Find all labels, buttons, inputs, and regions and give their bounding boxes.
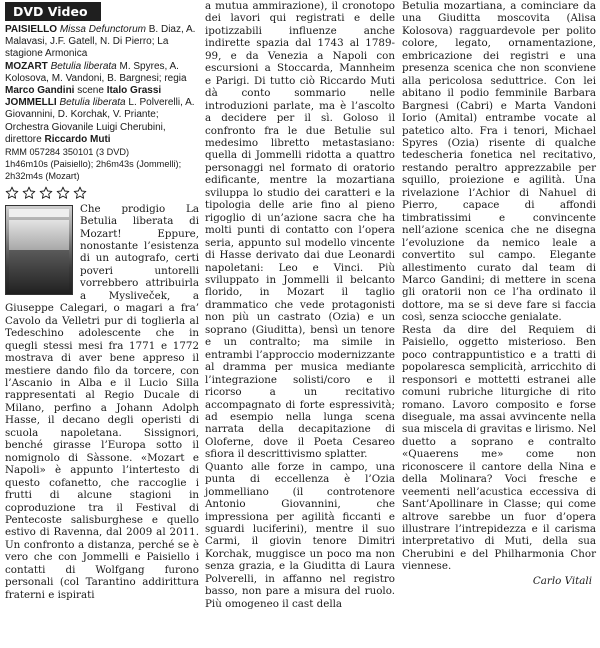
conductor: Riccardo Muti xyxy=(44,133,111,145)
review-text-col1 xyxy=(5,203,199,602)
review-paragraph: Che prodigio La Betulia liberata di Mozart! Eppure, nonostante l’esistenza di un autografo, certi poveri untorelli vorrebbero attribuirla a Mysliveček, a Giuseppe Calegari, o magari a fra’ Cavolo da Velletri pur di toglierla al Tedeschino adolescente che in quegli stessi mesi fra 1771 e 1772 mostrava di aver bene appreso il mestiere dando filo da torcere, con l’Ascanio in Alba e il Lucio Silla rappresentati al Regio Ducale di Milano, perfino a Johann Adolph Hasse, il decano degli operisti di scuola napoletana. Sissignori, benché girasse l’Europa sotto il nomignolo di Sàssone. «Mozart e Napoli» è appunto l’intertesto di questo cofanetto, che raccoglie i frutti di alcune stagioni in coproduzione tra il Festival di Pentecoste salisburghese e quello estivo di Ravenna, dal 2009 al 2011. Un confronto a distanza, perché se è vero che con Jommelli e Paisiello i contatti di Wolfgang furono personali (col Tarantino addirittura fraterni e ispirati xyxy=(5,202,199,601)
review-paragraph: Quanto alle forze in campo, una punta di eccellenza è l’Ozia jommelliano (il controtenore Antonio Giovannini, che impressiona per agilità ficcanti e sguardi luciferini), mentre il suo Carmi, il giovin tenore Dimitri Korchak, muggisce un poco ma non senza grazia, e la Giuditta di Laura Polverelli, in affanno nel registro basso, non pare a misura del ruolo. Più omogeneo il cast della xyxy=(205,460,395,610)
author-signature: Carlo Vitali xyxy=(532,574,592,587)
column-2 xyxy=(205,0,395,610)
dvd-cover-image xyxy=(5,205,75,299)
section-label: DVD Video xyxy=(5,2,101,21)
star-icon xyxy=(5,186,19,200)
credits-block xyxy=(5,24,199,183)
mozart-composer: MOZART xyxy=(5,60,48,72)
mozart-work: Betulia liberata xyxy=(50,60,117,72)
jommelli-cast: L. Polverelli, A. Giovannini, D. Korchak, V. Priante; Orchestra Giovanile Luigi Cherubini, direttore xyxy=(5,97,195,145)
review-paragraph: Betulia mozartiana, a cominciare da una Giuditta moscovita (Alisa Kolosova) ragguardevole per polito colore, legato, ornamentazione, embricazione dei registri e una presenza scenica che non sconviene alla pericolosa seduttrice. Con lei abitano il podio femminile Barbara Bargnesi (Cabri) e Marta Vandoni Iorio (Amital) entrambe vocate al patetico alto. Fra i tenori, Michael Spyres (Ozia) risente di qualche tedescheria fonetica nel recitativo, restando peraltro apprezzabile per squillo, proiezione e agilità. Una rivelazione l’Achior di Nahuel di Pierro, capace di affondi timbratissimi e convincente nell’azione scenica che ne disegna l’evoluzione da nemico leale a convertito sul campo. Elegante allestimento curato dal team di Marco Gandini; di mettere in scena gli oratorii non ce l’ha ordinato il dottore, ma se si deve fare si faccia così, senza sciocche genialate. xyxy=(402,0,596,324)
dvd-cover-art xyxy=(5,205,73,295)
jommelli-composer: JOMMELLI xyxy=(5,97,57,109)
rating-stars xyxy=(5,186,199,200)
mozart-scene: Italo Grassi xyxy=(106,85,162,97)
credit-paisiello xyxy=(5,24,199,61)
credit-jommelli xyxy=(5,97,199,146)
paisiello-composer: PAISIELLO xyxy=(5,24,58,35)
credit-mozart xyxy=(5,61,199,98)
catalog-number: RMM 057284 350101 (3 DVD) xyxy=(5,147,130,158)
review-paragraph: a mutua ammirazione), il cronotopo dei lavori qui registrati e delle ipotizzabili influenze anche indirette spazia dal 1743 al 1789-99, e da Venezia a Napoli con escursioni a Stoccarda, Mannheim e Parigi. Di tutto ciò Riccardo Muti dà conto sommario nelle introduzioni parlate, ma è l’ascolto a decidere per il sì. Goloso il confronto fra le due Betulie sul medesimo libretto metastasiano: quella di Jommelli ridotta a quattro personaggi nel formato di oratorio edificante, mentre la mozartiana sviluppa lo studio dei caratteri e la tipologia delle arie fino al pieno rigoglio di un’azione sacra che ha molti punti di contatto con l’opera seria, appunto sul modello vincente di Hasse derivato dai due Leonardi napoletani: Leo e Vinci. Più sviluppato in Jommelli il belcanto florido, in Mozart il taglio drammatico che vede protagonisti non più un castrato (Ozia) e un soprano (Giuditta), bensì un tenore e un contralto; ma simile in entrambi l’approccio modernizzante al dramma per musica mediante l’integrazione solisti/coro e il ricorso a un recitativo accompagnato di forte espressività; ad esempio nella lunga scena narrata della decapitazione di Oloferne, dove il Poeta Cesareo sfiora il descrittivismo splatter. xyxy=(205,0,395,461)
column-3 xyxy=(402,0,596,587)
mozart-cast: M. Spyres, A. Kolosova, M. Vandoni, B. Bargnesi; regia xyxy=(5,60,187,84)
review-paragraph: Resta da dire del Requiem di Paisiello, oggetto misterioso. Ben poco contrappuntistico e a tratti di popolaresca semplicità, arricchito di responsori e mottetti estranei alle comuni rubriche liturgiche di rito romano. Lavoro composito e forse diseguale, ma assai avvincente nella sua miscela di gravitas e lirismo. Nel duetto a soprano e contralto «Quaerens me» come non riconoscere il cantore della Nina e della Molinara? Voci fresche e veementi nell’acustica eccessiva di Sant’Apollinare in Classe; qui come altrove sarebbe un fuor d’opera illustrare l’intrepidezza e il carisma interpretativo di Muti, della sua Cherubini e del Philharmonia Chor viennese. xyxy=(402,323,596,573)
mozart-scene-label: scene xyxy=(77,85,104,97)
star-icon xyxy=(73,186,87,200)
paisiello-cast: B. Diaz, A. Malavasi, J.F. Gatell, N. Di Pierro; La stagione Armonica xyxy=(5,24,196,60)
star-icon xyxy=(39,186,53,200)
durations: 1h46m10s (Paisiello); 2h6m43s (Jommelli); 2h32m4s (Mozart) xyxy=(5,159,182,182)
paisiello-work: Missa Defunctorum xyxy=(59,24,146,35)
star-icon xyxy=(22,186,36,200)
jommelli-work: Betulia liberata xyxy=(59,97,126,109)
column-1 xyxy=(5,0,199,601)
star-icon xyxy=(56,186,70,200)
mozart-director: Marco Gandini xyxy=(5,85,75,97)
